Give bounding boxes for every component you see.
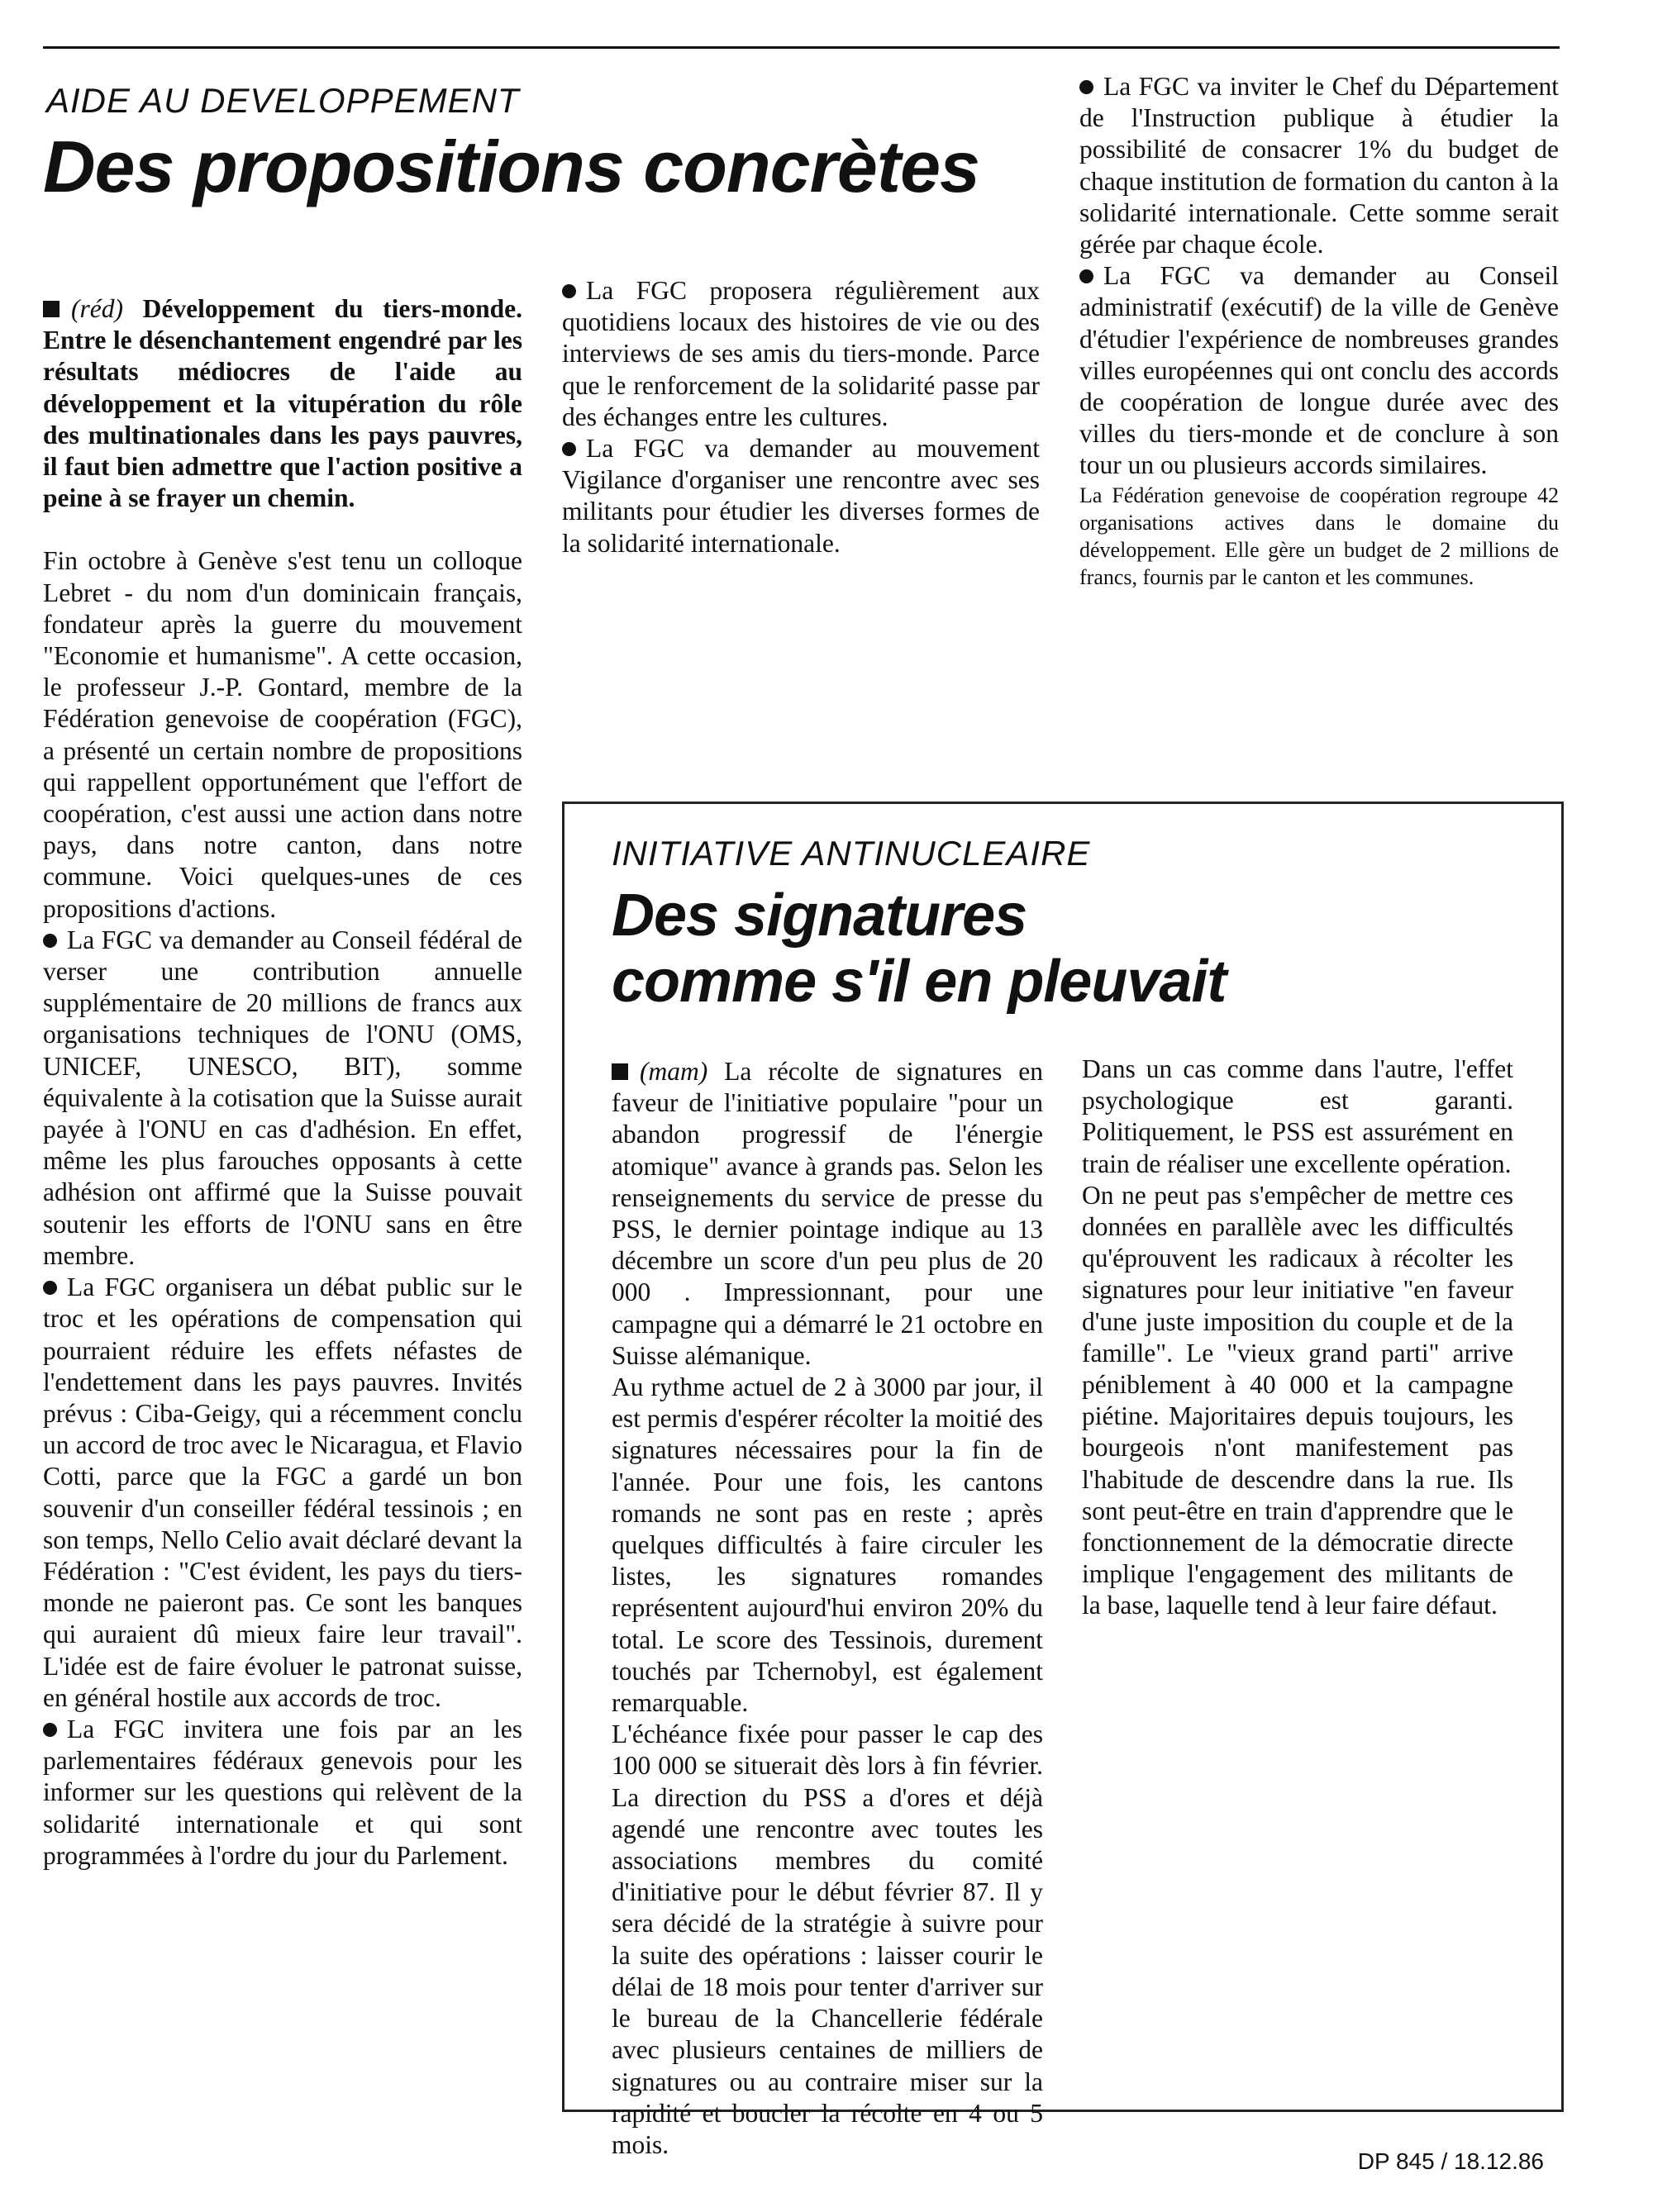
bullet-icon (562, 442, 576, 456)
article2-headline-line-1: Des signatures (612, 882, 1027, 949)
article1-bullet-4: La FGC proposera régulièrement aux quotidiens locaux des histoires de vie ou des interviews de ses amis du tiers-monde. Parce que le renforcement de la solidarité passe par des échanges entre les cultures. (562, 276, 1040, 431)
article1-bullet-6: La FGC va inviter le Chef du Département de l'Instruction publique à étudier la possibilité de consacrer 1% du budget de chaque institution de formation du canton à la solidarité internationale. Cette somme serait gérée par chaque école. (1079, 72, 1559, 259)
article2-column-2-text (1082, 1054, 1513, 1622)
article1-bullet-3: La FGC invitera une fois par an les parlementaires fédéraux genevois pour les informer sur les questions qui relèvent de la solidarité internationale et qui sont programmées à l'ordre du jour du Parlement. (43, 1714, 522, 1870)
bullet-icon (43, 1281, 57, 1295)
article1-bullet-7: La FGC va demander au Conseil administratif (exécutif) de la ville de Genève d'étudier l'expérience de nombreuses grandes villes européennes qui ont conclu des accords de coopération de longue durée avec des villes du tiers-monde et de conclure à son tour un ou plusieurs accords similaires. (1079, 261, 1559, 480)
article1-note: La Fédération genevoise de coopération regroupe 42 organisations actives dans le domaine du développement. Elle gère un budget de 2 millions de francs, fournis par le canton et les communes. (1079, 483, 1559, 589)
article1-kicker: AIDE AU DEVELOPPEMENT (46, 81, 520, 120)
top-rule (43, 46, 1560, 49)
article1-lede-tag: (réd) (71, 294, 123, 323)
square-bullet-icon (43, 301, 60, 317)
bullet-icon (43, 934, 57, 948)
article1-headline: Des propositions concrètes (43, 126, 979, 207)
article1-intro: Fin octobre à Genève s'est tenu un colloque Lebret - du nom d'un dominicain français, fondateur après la guerre du mouvement "Economie et humanisme". A cette occasion, le professeur J.-P. Gontard, membre de la Fédération genevoise de coopération (FGC), a présenté un certain nombre de propositions qui rappellent opportunément que l'effort de coopération, c'est aussi une action dans notre pays, dans notre canton, dans notre commune. Voici quelques-unes de ces propositions d'actions. (43, 546, 522, 923)
article2-paragraph-3: L'échéance fixée pour passer le cap des 100 000 se situerait dès lors à fin février. La direction du PSS a d'ores et déjà agendé une rencontre avec toutes les associations membres du comité d'initiative pour le début février 87. Il y sera décidé de la stratégie à suivre pour la suite des opérations : laisser courir le délai de 18 mois pour tenter d'arriver sur le bureau de la Chancellerie fédérale avec plusieurs centaines de milliers de signatures ou au contraire miser sur la rapidité et boucler la récolte en 4 ou 5 mois. (612, 1720, 1043, 2159)
article1-lede (43, 293, 522, 514)
article2-column-1 (612, 1056, 1043, 2161)
article2-paragraph-5: On ne peut pas s'empêcher de mettre ces données en parallèle avec les difficultés qu'éprouvent les radicaux à récolter les signatures pour leur initiative "en faveur d'une juste imposition du couple et de la famille". Le "vieux grand parti" arrive péniblement à 40 000 et la campagne piétine. Majoritaires depuis toujours, les bourgeois n'ont manifestement pas l'habitude de descendre dans la rue. Ils sont peut-être en train d'apprendre que le fonctionnement de la démocratie directe implique l'engagement des militants de la base, laquelle tend à leur faire défaut. (1082, 1180, 1513, 1620)
article1-column-3 (1079, 71, 1559, 591)
square-bullet-icon (612, 1063, 628, 1080)
article1-lede-text: Développement du tiers-monde. Entre le désenchantement engendré par les résultats médiocres de l'aide au développement et la vitupération du rôle des multinationales dans les pays pauvres, il faut bien admettre que l'action positive a peine à se frayer un chemin. (43, 294, 522, 513)
bullet-icon (1079, 80, 1093, 94)
article1-bullet-5: La FGC va demander au mouvement Vigilance d'organiser une rencontre avec ses militants pour étudier les diverses formes de la solidarité internationale. (562, 434, 1040, 558)
footer-issue: DP 845 / 18.12.86 (1357, 2148, 1544, 2174)
bullet-icon (562, 284, 576, 298)
bullet-icon (43, 1723, 57, 1737)
article2-paragraph-1: (mam) La récolte de signatures en faveur de l'initiative populaire "pour un abandon progressif de l'énergie atomique" avance à grands pas. Selon les renseignements du service de presse du PSS, le dernier pointage indique au 13 décembre un score d'un peu plus de 20 000 . Impressionnant, pour une campagne qui a démarré le 21 octobre en Suisse alémanique. (612, 1057, 1043, 1370)
article1-bullet-1: La FGC va demander au Conseil fédéral de verser une contribution annuelle supplémentaire de 20 millions de francs aux organisations techniques de l'ONU (OMS, UNICEF, UNESCO, BIT), somme équivalente à la cotisation que la Suisse aurait payée à l'ONU en cas d'adhésion. En effet, même les plus farouches opposants à cette adhésion ont affirmé que la Suisse pouvait soutenir les efforts de l'ONU sans en être membre. (43, 925, 522, 1270)
article1-column-2 (562, 275, 1040, 559)
article2-headline-line-2: comme s'il en pleuvait (612, 949, 1227, 1015)
article1-column-1 (43, 293, 522, 1872)
article1-bullet-2: La FGC organisera un débat public sur le troc et les opérations de compensation qui pourraient réduire les effets néfastes de l'endettement dans les pays pauvres. Invités prévus : Ciba-Geigy, qui a récemment conclu un accord de troc avec le Nicaragua, et Flavio Cotti, parce que la FGC a gardé un bon souvenir d'un conseiller fédéral tessinois ; en son temps, Nello Celio avait déclaré devant la Fédération : "C'est évident, les pays du tiers-monde ne paieront pas. Ce sont les banques qui auraient dû mieux faire leur travail". L'idée est de faire évoluer le patronat suisse, en général hostile aux accords de troc. (43, 1272, 522, 1712)
article2-paragraph-2: Au rythme actuel de 2 à 3000 par jour, il est permis d'espérer récolter la moitié des signatures nécessaires pour la fin de l'année. Pour une fois, les cantons romands ne sont pas en reste ; après quelques difficultés à faire circuler les listes, les signatures romandes représentent aujourd'hui environ 20% du total. Le score des Tessinois, durement touchés par Tchernobyl, est également remarquable. (612, 1372, 1043, 1718)
bullet-icon (1079, 269, 1093, 283)
article2-kicker: INITIATIVE ANTINUCLEAIRE (612, 834, 1091, 873)
article2-paragraph-4: Dans un cas comme dans l'autre, l'effet psychologique est garanti. Politiquement, le PSS est assurément en train de réaliser une excellente opération. (1082, 1054, 1513, 1178)
